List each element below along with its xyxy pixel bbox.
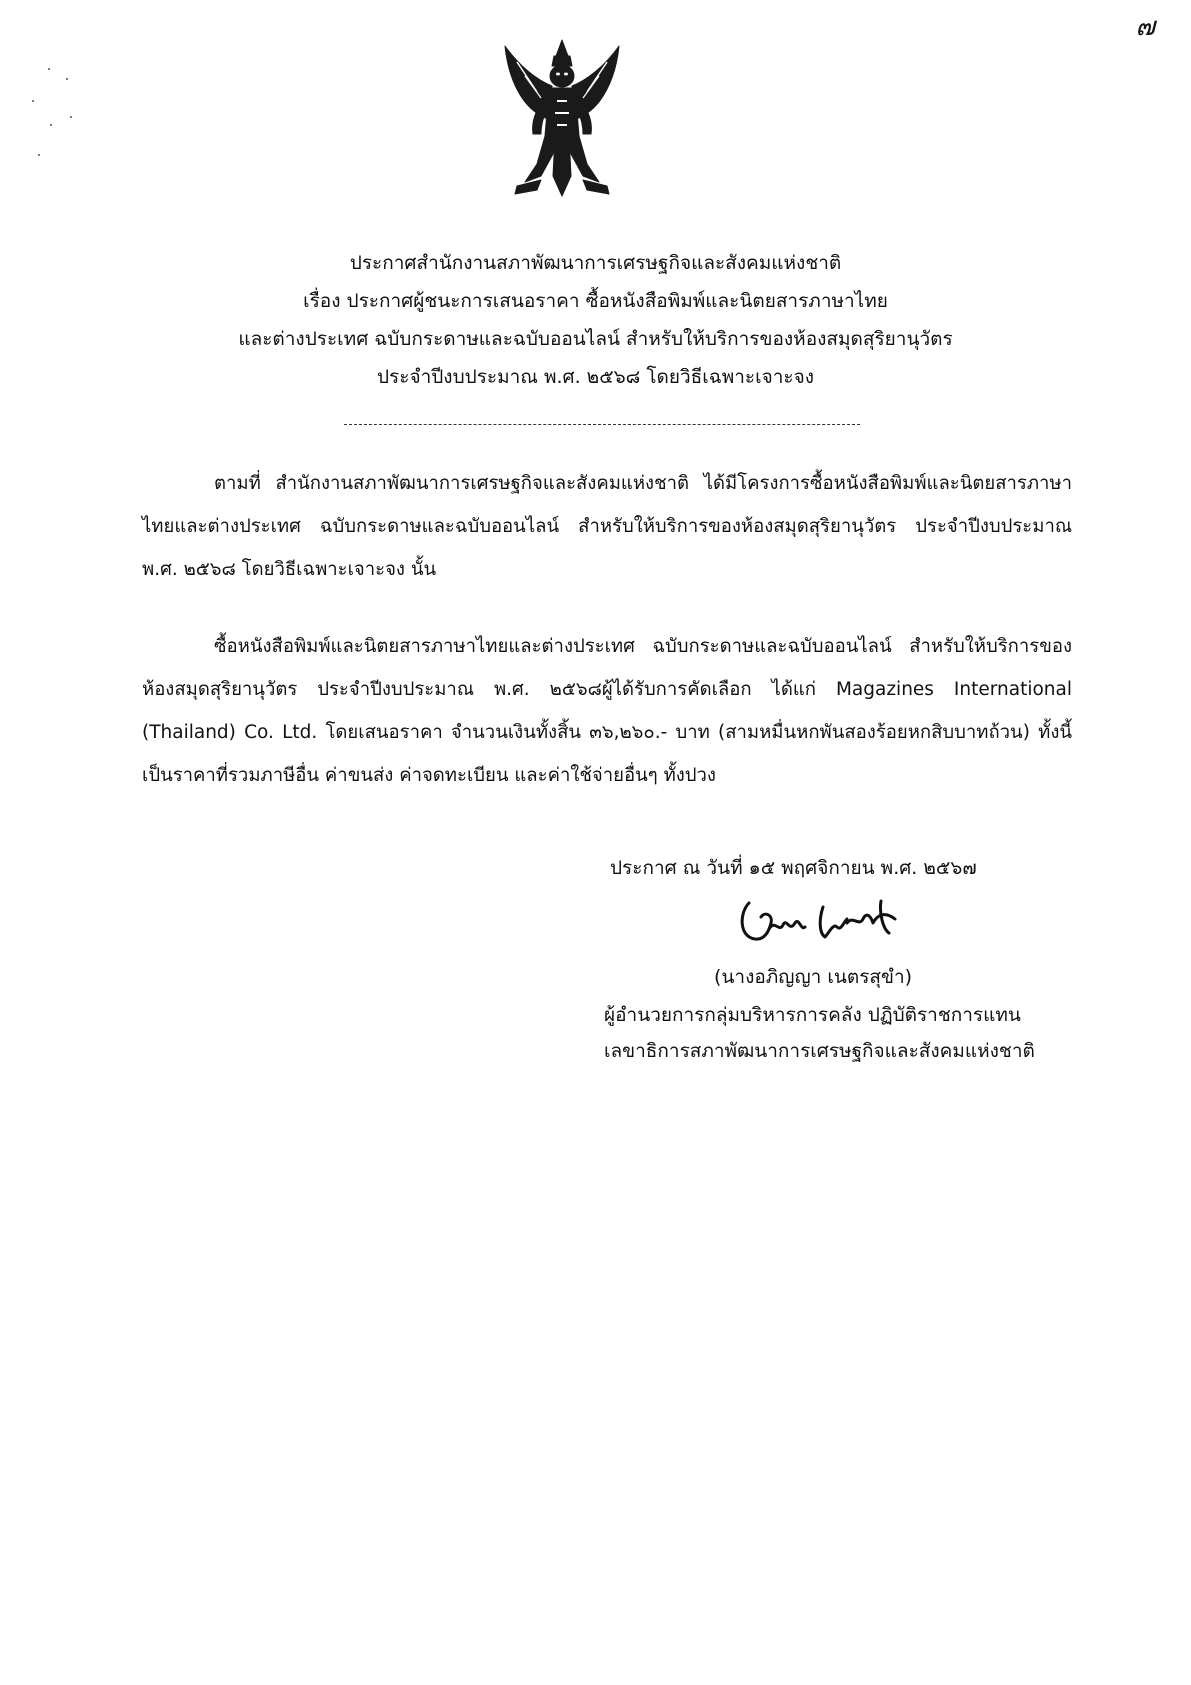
scan-speck	[48, 68, 50, 70]
garuda-emblem-icon	[497, 36, 627, 206]
page-number-mark: ๗	[1135, 12, 1155, 42]
scan-speck	[70, 116, 72, 118]
announcement-title	[120, 244, 1071, 396]
scan-speck	[50, 124, 52, 126]
body-paragraph-1	[142, 462, 1072, 591]
signatory-position-line-2: เลขาธิการสภาพัฒนาการเศรษฐกิจและสังคมแห่งชาติ	[604, 1040, 1035, 1062]
body-paragraph-2	[142, 625, 1072, 797]
title-line-2: เรื่อง ประกาศผู้ชนะการเสนอราคา ซื้อหนังสือพิมพ์และนิตยสารภาษาไทย	[303, 290, 888, 312]
announcement-dateline: ประกาศ ณ วันที่ ๑๕ พฤศจิกายน พ.ศ. ๒๕๖๗	[610, 857, 977, 879]
signatory-position-line-1: ผู้อำนวยการกลุ่มบริหารการคลัง ปฏิบัติราชการแทน	[604, 1004, 1021, 1026]
scan-speck	[66, 78, 68, 80]
scan-speck	[32, 100, 34, 102]
paragraph-1-text: ตามที่ สำนักงานสภาพัฒนาการเศรษฐกิจและสังคมแห่งชาติ ได้มีโครงการซื้อหนังสือพิมพ์และนิตยสารภาษาไทยและต่างประเทศ ฉบับกระดาษและฉบับออนไลน์ สำหรับให้บริการของห้องสมุดสุริยานุวัตร ประจำปีงบประมาณ พ.ศ. ๒๕๖๘ โดยวิธีเฉพาะเจาะจง นั้น	[142, 473, 1072, 580]
signatory-name: (นางอภิญญา เนตรสุขำ)	[714, 966, 913, 988]
paragraph-2-text: ซื้อหนังสือพิมพ์และนิตยสารภาษาไทยและต่างประเทศ ฉบับกระดาษและฉบับออนไลน์ สำหรับให้บริการของห้องสมุดสุริยานุวัตร ประจำปีงบประมาณ พ.ศ. ๒๕๖๘ผู้ได้รับการคัดเลือก ได้แก่ Magazines International (Thailand) Co. Ltd. โดยเสนอราคา จำนวนเงินทั้งสิ้น ๓๖,๒๖๐.- บาท (สามหมื่นหกพันสองร้อยหกสิบบาทถ้วน) ทั้งนี้ เป็นราคาที่รวมภาษีอื่น ค่าขนส่ง ค่าจดทะเบียน และค่าใช้จ่ายอื่นๆ ทั้งปวง	[142, 636, 1072, 786]
title-separator	[344, 424, 860, 425]
scan-speck	[38, 154, 40, 156]
title-line-3: และต่างประเทศ ฉบับกระดาษและฉบับออนไลน์ สำหรับให้บริการของห้องสมุดสุริยานุวัตร	[238, 328, 953, 350]
handwritten-signature-icon	[735, 893, 915, 949]
title-line-4: ประจำปีงบประมาณ พ.ศ. ๒๕๖๘ โดยวิธีเฉพาะเจาะจง	[376, 366, 815, 388]
title-line-1: ประกาศสำนักงานสภาพัฒนาการเศรษฐกิจและสังคมแห่งชาติ	[349, 252, 842, 274]
